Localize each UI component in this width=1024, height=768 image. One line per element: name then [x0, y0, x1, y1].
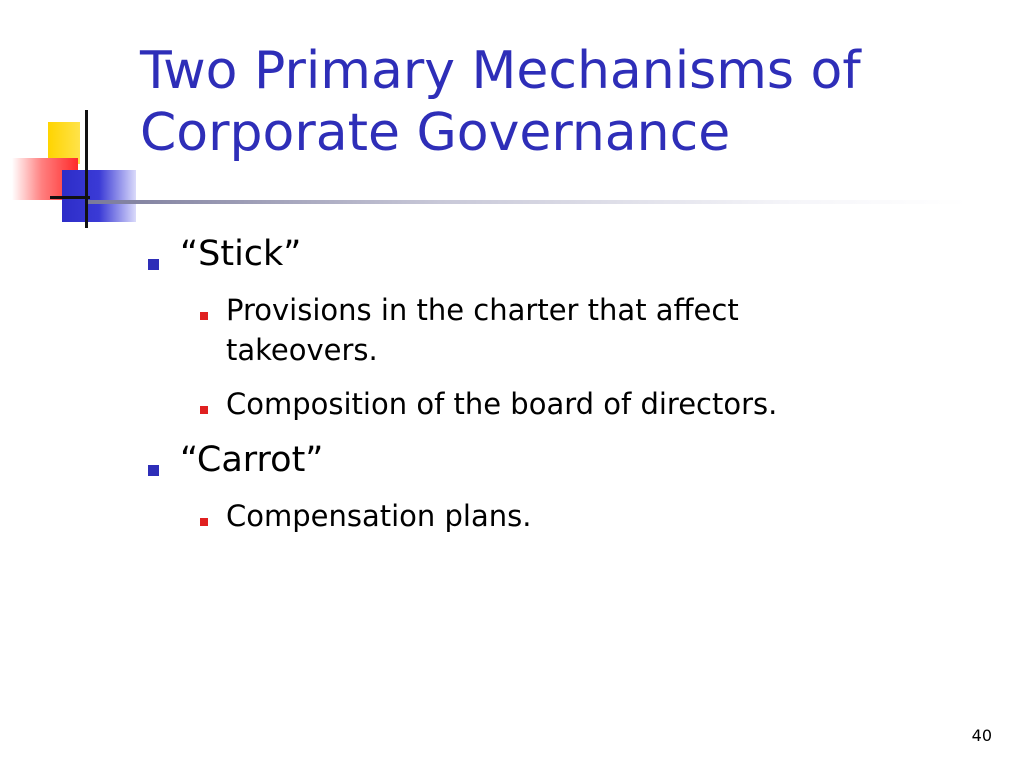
vertical-line [85, 110, 88, 228]
sub-bullet-text: Compensation plans. [226, 499, 532, 533]
bullet-list [140, 232, 980, 550]
bullet-text: “Stick” [180, 234, 302, 274]
slide-title [140, 40, 1000, 164]
sub-bullet-text: Composition of the board of directors. [226, 387, 778, 421]
square-bullet-icon [200, 406, 208, 414]
page-number: 40 [971, 726, 992, 745]
sub-bullet-charter [186, 290, 866, 370]
sub-bullet-text: Provisions in the charter that affect takeovers. [226, 293, 739, 367]
title-divider [88, 200, 968, 204]
title-line-1: Two Primary Mechanisms of [140, 41, 861, 101]
decorative-logo [0, 100, 150, 240]
bullet-text: “Carrot” [180, 440, 324, 480]
square-bullet-icon [148, 259, 159, 270]
bullet-carrot [140, 438, 980, 482]
horizontal-line [50, 196, 90, 199]
sub-bullet-compensation [186, 496, 866, 536]
title-line-2: Corporate Governance [140, 103, 731, 163]
square-bullet-icon [200, 312, 208, 320]
square-bullet-icon [200, 518, 208, 526]
square-bullet-icon [148, 465, 159, 476]
sub-bullet-board [186, 384, 866, 424]
bullet-stick [140, 232, 980, 276]
